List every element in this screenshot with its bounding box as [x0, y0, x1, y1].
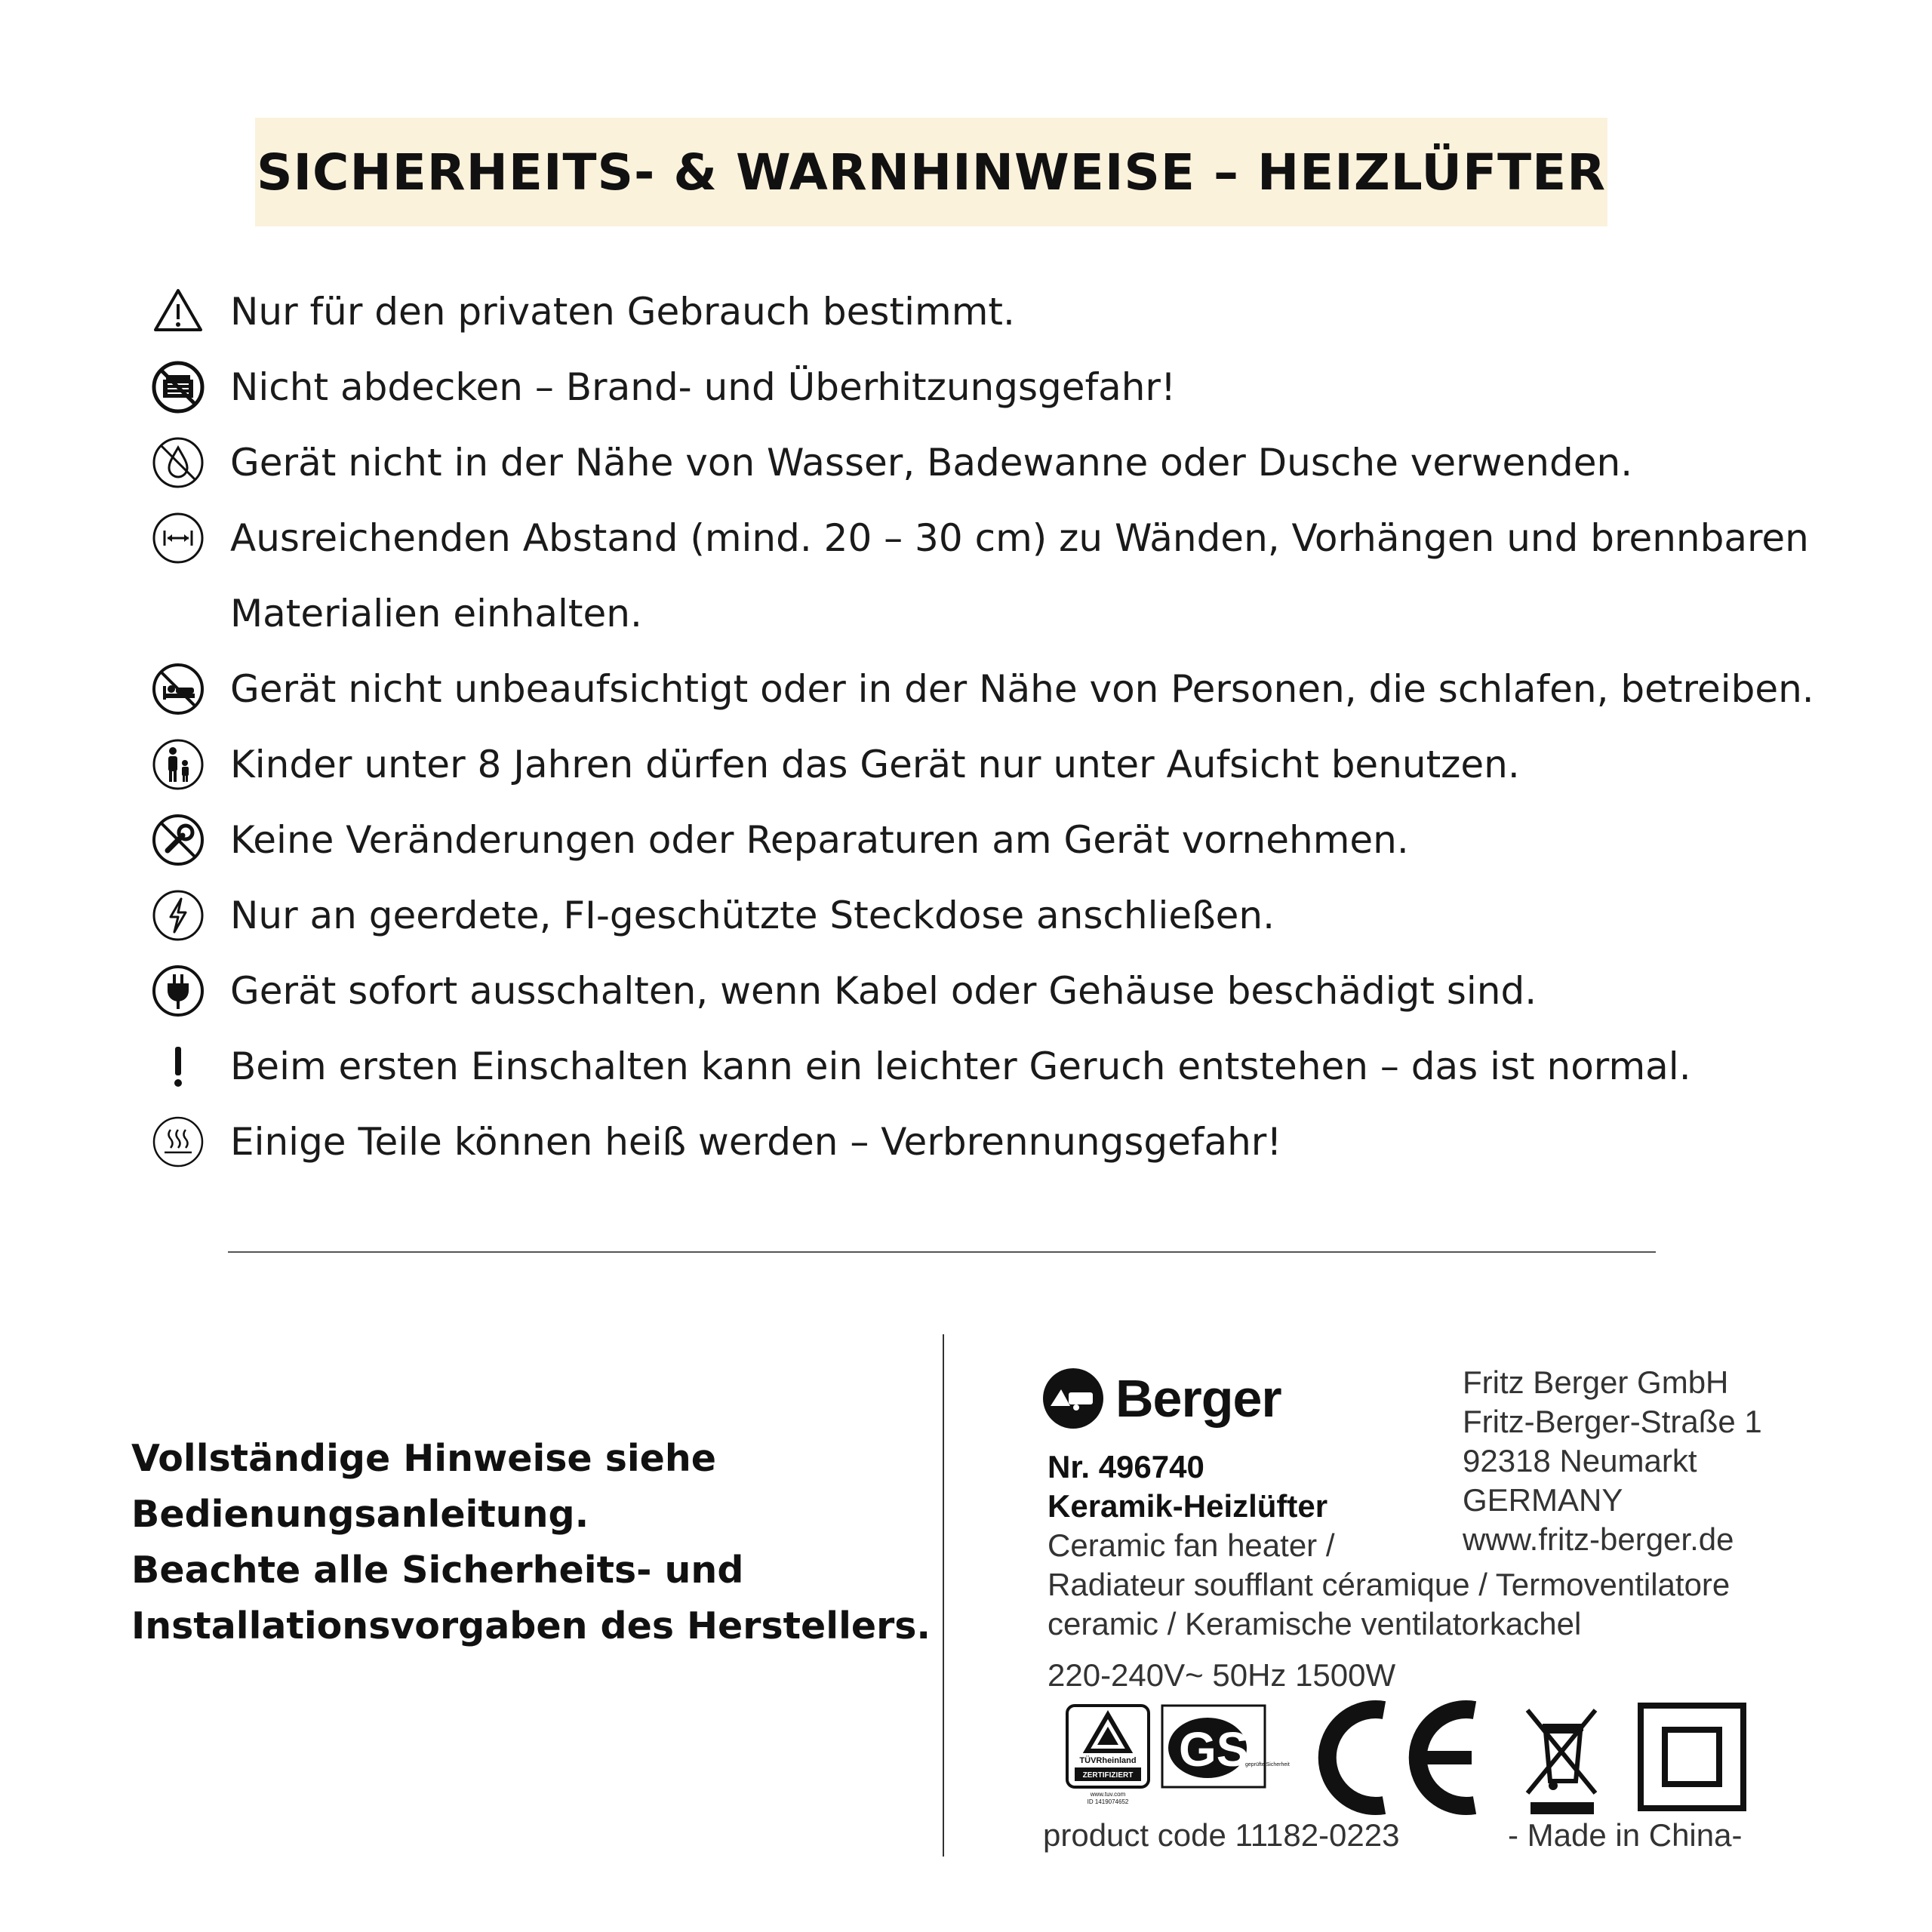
hot-surface-icon [149, 1113, 207, 1171]
electricity-icon [149, 887, 207, 944]
note-line: Beachte alle Sicherheits- und [131, 1549, 744, 1592]
no-repair-icon [149, 811, 207, 869]
plug-icon [149, 962, 207, 1020]
product-translation: Radiateur soufflant céramique / Termoventilatore [1048, 1567, 1730, 1602]
adult-child-icon [149, 736, 207, 793]
note-line: Bedienungsanleitung. [131, 1493, 589, 1536]
warning-text: Nur für den privaten Gebrauch bestimmt. [230, 290, 1015, 334]
column-divider [943, 1334, 944, 1857]
warning-triangle-icon [149, 283, 207, 340]
warning-text-continued: Materialien einhalten. [230, 592, 642, 635]
manufacturer-city: 92318 Neumarkt [1463, 1443, 1697, 1478]
tuv-url: www.tuv.com [1090, 1791, 1126, 1798]
do-not-cover-icon [149, 358, 207, 416]
manual-note [131, 1431, 931, 1654]
warning-text: Nicht abdecken – Brand- und Überhitzungsgefahr! [230, 365, 1177, 409]
title-banner [255, 118, 1607, 226]
tuv-id: ID 1419074652 [1087, 1798, 1129, 1805]
warning-text: Gerät nicht unbeaufsichtigt oder in der Nähe von Personen, die schlafen, betreiben. [230, 667, 1814, 711]
manufacturer-website: www.fritz-berger.de [1463, 1521, 1734, 1557]
berger-logo-icon [1041, 1367, 1105, 1430]
gs-text: geprüfte Sicherheit [1245, 1762, 1290, 1767]
class-ii-icon [1638, 1703, 1746, 1811]
product-name: Keramik-Heizlüfter [1048, 1488, 1328, 1524]
exclamation-icon [149, 1038, 207, 1095]
manufacturer-street: Fritz-Berger-Straße 1 [1463, 1404, 1762, 1439]
warning-text: Nur an geerdete, FI-geschützte Steckdose anschließen. [230, 894, 1275, 937]
tuv-name: TÜVRheinland [1079, 1756, 1137, 1765]
weee-bin-icon [1520, 1703, 1603, 1816]
product-translation: Ceramic fan heater / [1048, 1527, 1335, 1563]
page-title: SICHERHEITS- & WARNHINWEISE – HEIZLÜFTER [256, 143, 1607, 202]
note-line: Installationsvorgaben des Herstellers. [131, 1604, 931, 1647]
tuv-cert: ZERTIFIZIERT [1082, 1771, 1134, 1780]
no-water-icon [149, 434, 207, 491]
distance-icon [149, 509, 207, 567]
svg-text:GS: GS [1179, 1722, 1249, 1777]
warning-text: Beim ersten Einschalten kann ein leichter Geruch entstehen – das ist normal. [230, 1044, 1691, 1088]
country-of-origin: - Made in China- [1508, 1817, 1743, 1853]
warning-text: Ausreichenden Abstand (mind. 20 – 30 cm) zu Wänden, Vorhängen und brennbaren [230, 516, 1809, 560]
warning-text: Kinder unter 8 Jahren dürfen das Gerät nur unter Aufsicht benutzen. [230, 743, 1520, 786]
section-divider [228, 1251, 1656, 1253]
gs-mark-icon [1161, 1704, 1290, 1792]
product-code: product code 11182-0223 [1043, 1817, 1400, 1853]
warning-text: Gerät sofort ausschalten, wenn Kabel oder Gehäuse beschädigt sind. [230, 969, 1537, 1013]
warning-text: Gerät nicht in der Nähe von Wasser, Badewanne oder Dusche verwenden. [230, 441, 1633, 485]
warning-text: Keine Veränderungen oder Reparaturen am Gerät vornehmen. [230, 818, 1409, 862]
no-sleeping-icon [149, 660, 207, 718]
brand-logo [1041, 1364, 1281, 1432]
ce-mark-icon [1330, 1703, 1488, 1813]
manufacturer-country: GERMANY [1463, 1482, 1623, 1518]
warning-text: Einige Teile können heiß werden – Verbrennungsgefahr! [230, 1120, 1282, 1164]
note-line: Vollständige Hinweise siehe [131, 1437, 717, 1480]
product-translation: ceramic / Keramische ventilatorkachel [1048, 1606, 1582, 1641]
electrical-rating: 220-240V~ 50Hz 1500W [1048, 1657, 1396, 1693]
brand-name: Berger [1115, 1369, 1281, 1428]
tuv-certified-icon [1066, 1704, 1171, 1807]
manufacturer-name: Fritz Berger GmbH [1463, 1364, 1729, 1400]
item-number: Nr. 496740 [1048, 1449, 1204, 1484]
